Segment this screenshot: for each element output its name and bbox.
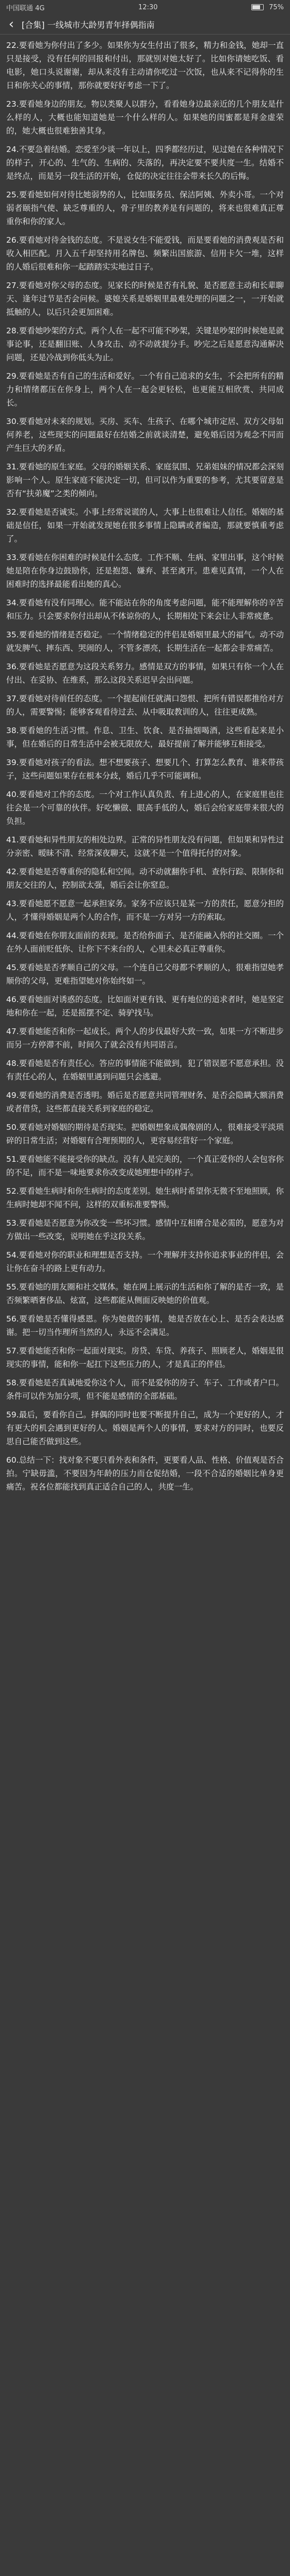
article-paragraph: 54.要看她对你的职业和理想是否支持。一个理解并支持你追求事业的伴侣，会让你在奋斗的路上更有动力。: [6, 1250, 284, 1273]
article-paragraph: 42.要看她是否尊重你的隐私和空间。动不动就翻你手机、查你行踪、限制你和朋友交往的人，控制欲太强，婚后会让你窒息。: [6, 867, 284, 890]
article-paragraph: 26.要看她对待金钱的态度。不是说女生不能爱钱，而是要看她的消费观是否和收入相匹配。月入五千却坚持用名牌包、频繁出国旅游、信用卡欠一堆，这样的人婚后很难和你一起踏踏实实地过日子。: [6, 235, 284, 272]
article-paragraph: 35.要看她的情绪是否稳定。一个情绪稳定的伴侣是婚姻里最大的福气。动不动就发脾气、摔东西、哭闹的人，不管多漂亮，长期生活在一起都会非常痛苦。: [6, 630, 284, 653]
article-paragraph: 48.要看她是否有责任心。答应的事情能不能做到，犯了错误愿不愿意承担。没有责任心的人，在婚姻里遇到问题只会逃避。: [6, 1059, 284, 1081]
article-paragraph: 38.要看她的生活习惯。作息、卫生、饮食、是否抽烟喝酒，这些看起来是小事，但在婚后的日常生活中会被无限放大，最好提前了解并能够互相接受。: [6, 726, 284, 749]
carrier-label: 中国联通 4G: [6, 4, 45, 12]
title-bar: [0, 14, 290, 35]
article-paragraph: 23.要看她身边的朋友。物以类聚人以群分，看看她身边最亲近的几个朋友是什么样的人，大概也能知道她是一个什么样的人。如果她的闺蜜都是拜金虚荣的，她大概也很难独善其身。: [6, 99, 284, 135]
article-paragraph: 28.要看她吵架的方式。两个人在一起不可能不吵架，关键是吵架的时候她是就事论事，还是翻旧账、人身攻击、动不动就提分手。吵完之后是愿意沟通解决问题，还是冷战到你低头为止。: [6, 326, 284, 362]
page-title: [合集] 一线城市大龄男青年择偶指南: [22, 20, 155, 30]
article-paragraph: 53.要看她是否愿意为你改变一些坏习惯。感情中互相磨合是必需的，愿意为对方做出一些改变，说明她在乎这段关系。: [6, 1218, 284, 1241]
article-paragraph: 41.要看她和异性朋友的相处边界。正常的异性朋友没有问题，但如果和异性过分亲密、暧昧不清、经常深夜聊天，这就不是一个值得托付的对象。: [6, 835, 284, 858]
article-paragraph: 32.要看她是否诚实。小事上经常说谎的人，大事上也很难让人信任。婚姻的基础是信任，如果一开始就发现她在很多事情上隐瞒或者编造，那就要慎重考虑了。: [6, 507, 284, 544]
article-paragraph: 52.要看她生病时和你生病时的态度差别。她生病时希望你无微不至地照顾，你生病时她却不闻不问，这样的双重标准要警惕。: [6, 1187, 284, 1209]
article-body: [0, 35, 290, 1494]
article-paragraph: 59.最后，要看你自己。择偶的同时也要不断提升自己，成为一个更好的人，才有更大的机会遇到更好的人。婚姻是两个人的事情，要求对方的同时，也要反思自己能否做到这些。: [6, 1410, 284, 1446]
article-paragraph: 29.要看她是否有自己的生活和爱好。一个有自己追求的女生，不会把所有的精力和情绪都压在你身上，两个人在一起会更轻松，也更能互相欣赏、共同成长。: [6, 371, 284, 408]
article-paragraph: 58.要看她是否真诚地爱你这个人，而不是爱你的房子、车子、工作或者户口。条件可以作为加分项，但不能是感情的全部基础。: [6, 1378, 284, 1401]
status-right: [251, 4, 284, 11]
article-paragraph: 30.要看她对未来的规划。买房、买车、生孩子、在哪个城市定居、双方父母如何养老，这些现实的问题最好在结婚之前就谈清楚，避免婚后因为观念不同而产生巨大的矛盾。: [6, 417, 284, 453]
article-paragraph: 34.要看她有没有同理心。能不能站在你的角度考虑问题，能不能理解你的辛苦和压力。只会要求你付出却从不体谅你的人，长期相处下来会让人非常疲惫。: [6, 598, 284, 621]
battery-icon: [251, 4, 264, 10]
article-paragraph: 51.要看她能不能接受你的缺点。没有人是完美的，一个真正爱你的人会包容你的不足，而不是一味地要求你改变成她理想中的样子。: [6, 1155, 284, 1177]
article-paragraph: 37.要看她对待前任的态度。一个提起前任就满口怨恨、把所有错误都推给对方的人，需要警惕；能够客观看待过去、从中吸取教训的人，往往更成熟。: [6, 694, 284, 717]
article-paragraph: 55.要看她的朋友圈和社交媒体。她在网上展示的生活和你了解的是否一致，是否频繁晒奢侈品、炫富，这些都能从侧面反映她的价值观。: [6, 1282, 284, 1305]
article-paragraph: 36.要看她是否愿意为这段关系努力。感情是双方的事情，如果只有你一个人在付出、在妥协、在维系，那么这段关系迟早会出问题。: [6, 662, 284, 685]
article-paragraph: 45.要看她是否孝顺自己的父母。一个连自己父母都不孝顺的人，很难指望她孝顺你的父母，更难指望她对你始终如一。: [6, 963, 284, 986]
chevron-left-icon[interactable]: ‹: [8, 16, 14, 32]
article-paragraph: 43.要看她愿不愿意一起承担家务。家务不应该只是某一方的责任，愿意分担的人，才懂得婚姻是两个人的合作，而不是一方对另一方的索取。: [6, 899, 284, 922]
article-paragraph: 22.要看她为你付出了多少。如果你为女生付出了很多，精力和金钱，她却一直只是接受，没有任何的回报和付出，那就别对她太好了。比如你请她吃饭、看电影，她口头说谢谢，却从来没有主动请你吃过一次饭，也从来不记得你的生日和你关心的事情，那你就要好好考虑一下了。: [6, 41, 284, 90]
article-paragraph: 25.要看她如何对待比她弱势的人，比如服务员、保洁阿姨、外卖小哥。一个对弱者颐指气使、缺乏尊重的人，骨子里的教养是有问题的，将来也很难真正尊重你和你的家人。: [6, 190, 284, 226]
article-paragraph: 40.要看她对工作的态度。一个对工作认真负责、有上进心的人，在家庭里也往往会是一个可靠的伙伴。好吃懒做、眼高手低的人，婚后会给家庭带来很大的负担。: [6, 790, 284, 826]
article-paragraph: 39.要看她对孩子的看法。想不想要孩子、想要几个、打算怎么教育、谁来带孩子，这些问题如果存在根本分歧，婚后几乎不可能调和。: [6, 758, 284, 781]
article-paragraph: 24.不要急着结婚。恋爱至少谈一年以上，四季都经历过，见过她在各种情况下的样子，开心的、生气的、生病的、失落的，再决定要不要共度一生。结婚不是终点，而是另一段生活的开始，仓促的决定往往会带来长久的后悔。: [6, 145, 284, 181]
article-paragraph: 44.要看她在你朋友面前的表现。是否给你面子、是否能融入你的社交圈。一个在外人面前贬低你、让你下不来台的人，心里未必真正尊重你。: [6, 931, 284, 954]
article-paragraph: 49.要看她的消费是否透明。婚后是否愿意共同管理财务、是否会隐瞒大额消费或者借贷，这些都直接关系到家庭的稳定。: [6, 1091, 284, 1113]
status-bar: [0, 0, 290, 14]
article-paragraph: 46.要看她面对诱惑的态度。比如面对更有钱、更有地位的追求者时，她是坚定地和你在一起，还是摇摆不定、骑驴找马。: [6, 995, 284, 1018]
battery-label: 75%: [269, 3, 284, 11]
article-paragraph: 47.要看她能否和你一起成长。两个人的步伐最好大致一致，如果一方不断进步而另一方停滞不前，时间久了就会没有共同语言。: [6, 1027, 284, 1049]
article-paragraph: 57.要看她能否和你一起面对现实。房贷、车贷、养孩子、照顾老人，婚姻是很现实的事情，能和你一起扛下这些压力的人，才是真正的伴侣。: [6, 1346, 284, 1369]
article-paragraph: 33.要看她在你困难的时候是什么态度。工作不顺、生病、家里出事，这个时候她是陪在你身边鼓励你，还是抱怨、嫌弃、甚至离开。患难见真情，一个人在困难时的选择最能看出她的真心。: [6, 553, 284, 589]
article-paragraph: 31.要看她的原生家庭。父母的婚姻关系、家庭氛围、兄弟姐妹的情况都会深刻影响一个人。原生家庭不能决定一切，但可以作为重要的参考，尤其要留意是否有“扶弟魔”之类的倾向。: [6, 462, 284, 498]
article-paragraph: 50.要看她对婚姻的期待是否现实。把婚姻想象成偶像剧的人，很难接受平淡琐碎的日常生活；对婚姻有合理预期的人，更容易经营好一个家庭。: [6, 1123, 284, 1145]
article-paragraph: 56.要看她是否懂得感恩。你为她做的事情，她是否放在心上、是否会表达感谢。把一切当作理所当然的人，永远不会满足。: [6, 1314, 284, 1337]
article-paragraph: 60.总结一下：找对象不要只看外表和条件，更要看人品、性格、价值观是否合拍。宁缺毋滥，不要因为年龄的压力而仓促结婚，一段不合适的婚姻比单身更痛苦。祝各位都能找到真正适合自己的人，共度一生。: [6, 1455, 284, 1492]
article-paragraph: 27.要看她对你父母的态度。见家长的时候是否有礼貌、是否愿意主动和长辈聊天、逢年过节是否会问候。婆媳关系是婚姻里最难处理的问题之一，一开始就抵触的人，以后只会更加困难。: [6, 281, 284, 317]
clock-label: 12:30: [138, 3, 158, 11]
